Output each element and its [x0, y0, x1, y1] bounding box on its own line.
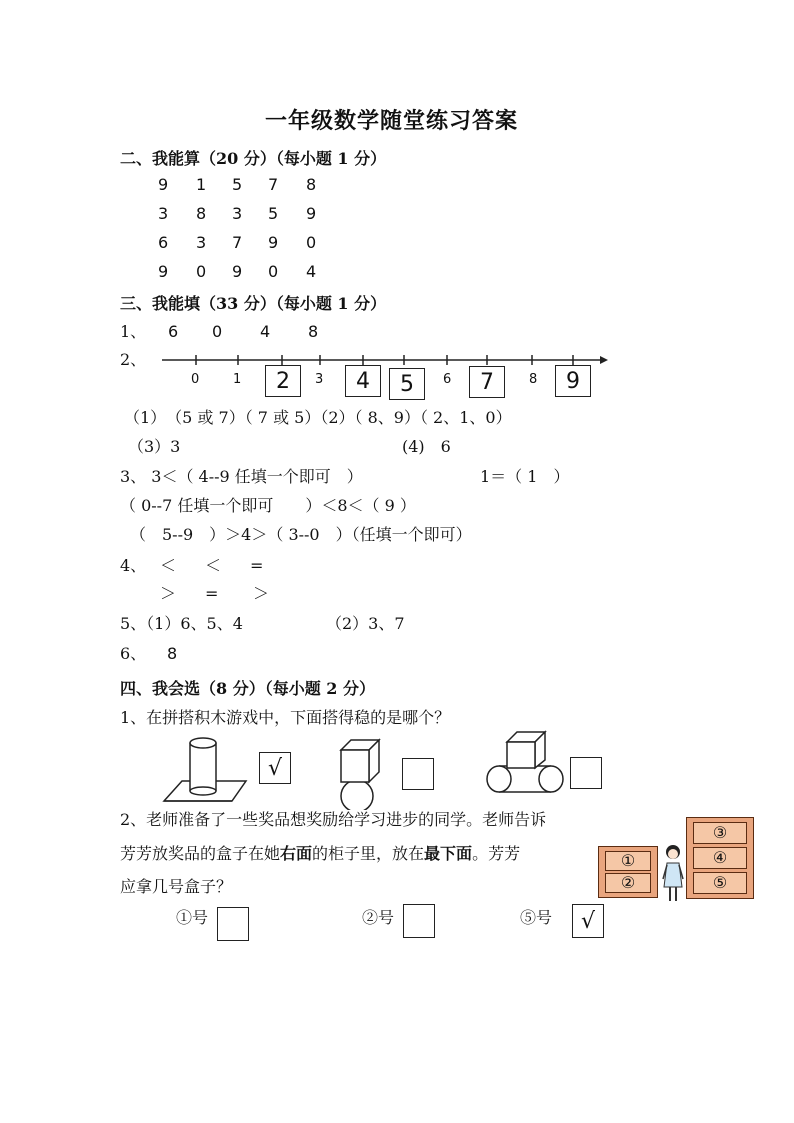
- option-2-box: [403, 904, 435, 938]
- q4-symbol: ＜: [205, 556, 222, 575]
- drawer-4: ④: [693, 847, 747, 869]
- calc-answer: 1: [196, 175, 207, 194]
- drawer-3: ③: [693, 822, 747, 844]
- text-segment: 芳芳放奖品的盒子在她: [120, 844, 281, 863]
- s4-q1-text: 1、在拼搭积木游戏中，下面搭得稳的是哪个？: [120, 708, 451, 727]
- option-1-label: ①号: [176, 908, 209, 927]
- q2-answers-line-2b: (4) 6: [402, 437, 451, 456]
- q3-line-1b: 1＝（ 1 ）: [480, 467, 570, 486]
- q2-answers-line-2a: （3）3: [128, 437, 181, 456]
- right-cabinet: [686, 817, 754, 899]
- calc-answer: 8: [306, 175, 317, 194]
- number-line-answer-box: 5: [389, 368, 425, 400]
- q6-answer: 8: [167, 644, 178, 663]
- text-segment: 。芳芳: [472, 844, 521, 863]
- girl-figure-icon: [660, 843, 686, 907]
- q5-line-b: （2）3、7: [326, 614, 405, 633]
- emphasis-bottom: 最下面: [424, 844, 473, 863]
- emphasis-right: 右面: [280, 844, 313, 863]
- calc-answer: 9: [158, 262, 169, 281]
- tick-label: 8: [529, 372, 538, 387]
- q3-line-3: （ 5--9 ）＞4＞（ 3--0 ）（任填一个即可）: [130, 525, 472, 544]
- calc-answer: 5: [268, 204, 279, 223]
- q4-symbol: ＜: [160, 556, 177, 575]
- section-3-heading: 三、我能填（33 分）（每小题 1 分）: [120, 294, 387, 313]
- q4-symbol: ＞: [253, 584, 270, 603]
- q1-answer-4: 8: [308, 322, 319, 341]
- answer-box-c: [570, 757, 602, 789]
- option-2-label: ②号: [362, 908, 395, 927]
- cylinder-on-board-icon: [160, 735, 250, 805]
- answer-box-b: [402, 758, 434, 790]
- calc-answer: 9: [232, 262, 243, 281]
- calc-answer: 7: [232, 233, 243, 252]
- calc-answer: 5: [232, 175, 243, 194]
- section-4-heading: 四、我会选（8 分）（每小题 2 分）: [120, 679, 375, 698]
- q3-line-2: （ 0--7 任填一个即可 ）＜8＜（ 9 ）: [120, 496, 416, 515]
- number-line: [160, 352, 610, 372]
- s4-q2-line-1: 2、老师准备了一些奖品想奖励给学习进步的同学。老师告诉: [120, 810, 547, 829]
- q4-symbol: =: [250, 556, 264, 575]
- calc-answer: 3: [232, 204, 243, 223]
- q4-symbol: ＞: [160, 584, 177, 603]
- tick-label: 6: [443, 372, 452, 387]
- tick-label: 1: [233, 372, 242, 387]
- s4-q2-line-2: [120, 844, 520, 864]
- calc-answer: 9: [268, 233, 279, 252]
- q1-label: 1、: [120, 322, 147, 341]
- drawer-5: ⑤: [693, 872, 747, 894]
- calc-answer: 7: [268, 175, 279, 194]
- number-line-answer-box: 2: [265, 365, 301, 397]
- drawer-1: ①: [605, 851, 651, 871]
- calc-answer: 9: [306, 204, 317, 223]
- q2-label: 2、: [120, 350, 147, 369]
- calc-answer: 0: [196, 262, 207, 281]
- s4-q2-line-3: 应拿几号盒子？: [120, 877, 233, 896]
- page-title: 一年级数学随堂练习答案: [265, 108, 519, 134]
- calc-answer: 9: [158, 175, 169, 194]
- option-5-box: √: [572, 904, 604, 938]
- calc-answer: 0: [306, 233, 317, 252]
- text-segment: 的柜子里，放在: [312, 844, 425, 863]
- q1-answer-2: 0: [212, 322, 223, 341]
- answer-box-a: √: [259, 752, 291, 784]
- q5-line-a: 5、（1）6、5、4: [120, 614, 243, 633]
- section-2-heading: 二、我能算（20 分）（每小题 1 分）: [120, 149, 387, 168]
- q4-label: 4、: [120, 556, 147, 575]
- q1-answer-1: 6: [168, 322, 179, 341]
- calc-answer: 3: [158, 204, 169, 223]
- tick-label: 0: [191, 372, 200, 387]
- number-line-answer-box: 7: [469, 366, 505, 398]
- calc-answer: 8: [196, 204, 207, 223]
- calc-answer: 0: [268, 262, 279, 281]
- calc-answer: 4: [306, 262, 317, 281]
- q6-label: 6、: [120, 644, 147, 663]
- number-line-answer-box: 4: [345, 365, 381, 397]
- left-cabinet: [598, 846, 658, 898]
- q2-answers-line-1: （1） （5 或 7）（ 7 或 5）（2）（ 8、9）（ 2、1、0）: [124, 408, 512, 427]
- q1-answer-3: 4: [260, 322, 271, 341]
- calc-answer: 3: [196, 233, 207, 252]
- option-1-box: [217, 907, 249, 941]
- q3-line-1a: 3、 3＜（ 4--9 任填一个即可 ）: [120, 467, 363, 486]
- tick-label: 3: [315, 372, 324, 387]
- q4-symbol: =: [205, 584, 219, 603]
- cube-on-ball-icon: [335, 738, 385, 810]
- option-5-label: ⑤号: [520, 908, 553, 927]
- drawer-2: ②: [605, 873, 651, 893]
- calc-answer: 6: [158, 233, 169, 252]
- cube-on-cylinder-icon: [485, 730, 567, 794]
- number-line-answer-box: 9: [555, 365, 591, 397]
